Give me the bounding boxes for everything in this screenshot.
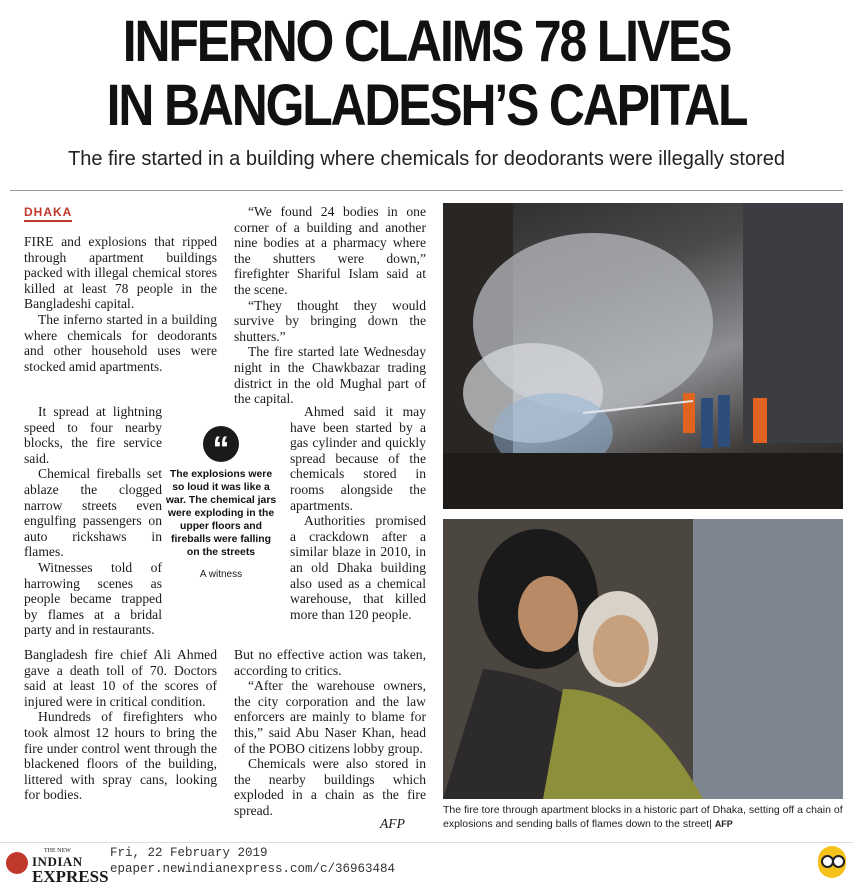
subheadline: The fire started in a building where chemicals for deodorants were illegally stored — [67, 148, 786, 170]
paragraph: Witnesses told of harrowing scenes as people became trapped by flames at a bridal party and in restaurants. — [24, 559, 162, 638]
caption-credit: AFP — [714, 819, 733, 829]
paragraph: It spread at lightning speed to four nearby blocks, the fire service said. — [24, 404, 162, 466]
issue-date: Fri, 22 February 2019 — [110, 846, 268, 860]
paragraph: “After the warehouse owners, the city corporation and the law enforcers are mainly to blame for this,” said Abu Naser Khan, head of the POBO citizens lobby group. — [234, 678, 426, 756]
brand-line-2: EXPRESS — [32, 867, 109, 886]
paragraph: FIRE and explosions that ripped through apartment buildings packed with illegal chemical stores killed at least 78 people in the Bangladeshi capital. — [24, 234, 217, 312]
article-column-1-bottom — [24, 647, 217, 803]
caption-text: The fire tore through apartment blocks in a historic part of Dhaka, setting off a chain of explosions and sending balls of flames down to the street| — [443, 804, 843, 830]
paragraph: Authorities promised a crackdown after a similar blaze in 2010, in an old Dhaka building also used as a chemical warehouse, that killed more than 120 people. — [290, 513, 426, 622]
epaper-link[interactable]: epaper.newindianexpress.com/c/36963484 — [110, 862, 396, 876]
article-column-2-top — [234, 204, 426, 407]
headline-line-2: IN BANGLADESH’S CAPITAL — [106, 73, 747, 138]
quote-icon: “ — [203, 426, 239, 462]
article-column-2-bottom — [234, 647, 426, 819]
paragraph: But no effective action was taken, according to critics. — [234, 647, 426, 678]
pullquote-attribution: A witness — [199, 569, 243, 580]
article-column-1-middle — [24, 404, 162, 638]
paragraph: Chemical fireballs set ablaze the clogged narrow streets even engulfing passengers on auto rickshaws in flames. — [24, 466, 162, 560]
headline — [60, 10, 794, 138]
brand-line-1: INDIAN — [32, 854, 83, 869]
footer-divider — [0, 842, 853, 843]
paragraph: Bangladesh fire chief Ali Ahmed gave a death toll of 70. Doctors said at least 10 of the scores of injured were in critical condition. — [24, 647, 217, 709]
story-credit: AFP — [380, 816, 405, 831]
brand-small: THE NEW — [44, 848, 71, 854]
pullquote — [164, 424, 278, 580]
dateline: DHAKA — [24, 205, 72, 222]
article-column-2-middle — [290, 404, 426, 622]
divider — [10, 190, 843, 191]
paragraph: Chemicals were also stored in the nearby buildings which exploded in a chain as the fire spread. — [234, 756, 426, 818]
paragraph: “They thought they would survive by bringing down the shutters.” — [234, 297, 426, 344]
owl-icon — [818, 846, 846, 878]
photo-caption — [443, 803, 843, 831]
headline-line-1: INFERNO CLAIMS 78 LIVES — [122, 9, 731, 74]
paragraph: “We found 24 bodies in one corner of a building and another nine bodies at a pharmacy where the shutters were down,” firefighter Shariful Islam said at the scene. — [234, 204, 426, 297]
fire-scene-photo — [443, 203, 843, 509]
paragraph: The fire started late Wednesday night in the Chawkbazar trading district in the old Mughal part of the capital. — [234, 344, 426, 407]
article-column-1-top — [24, 234, 217, 374]
logo-circle-icon — [6, 852, 28, 874]
pullquote-text: The explosions were so loud it was like a war. The chemical jars were exploding in the upper floors and fireballs were falling on the streets — [165, 469, 277, 558]
grieving-women-photo — [443, 519, 843, 799]
paragraph: Ahmed said it may have been started by a gas cylinder and quickly spread because of the chemicals stored in rooms alongside the apartments. — [290, 404, 426, 513]
paragraph: Hundreds of firefighters who took almost 12 hours to bring the fire under control went through the blackened floors of the building, littered with spray cans, looking for bodies. — [24, 709, 217, 803]
paragraph: The inferno started in a building where chemicals for deodorants and other household uses were stocked amid apartments. — [24, 311, 217, 374]
